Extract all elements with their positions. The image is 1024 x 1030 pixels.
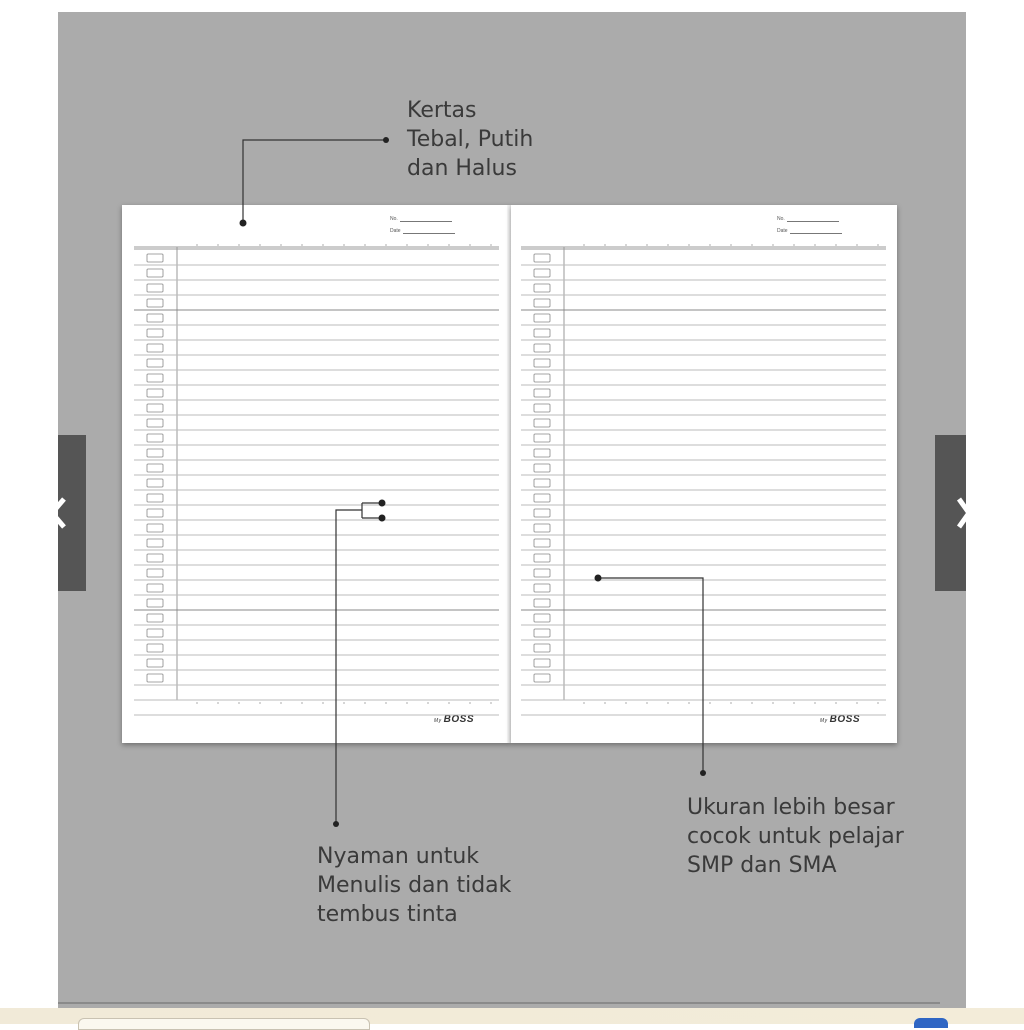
no-field: No. bbox=[777, 216, 839, 222]
bottom-badge-button[interactable] bbox=[914, 1018, 948, 1028]
callout-dot bbox=[379, 500, 386, 507]
divider bbox=[58, 1002, 940, 1004]
bottom-tab[interactable] bbox=[78, 1018, 370, 1030]
brand-logo: My BOSS bbox=[820, 714, 861, 725]
callout-dot bbox=[240, 220, 247, 227]
callout-dot bbox=[379, 515, 386, 522]
callout-line-top bbox=[243, 140, 386, 223]
callout-line-right bbox=[598, 578, 703, 773]
callout-dot bbox=[595, 575, 602, 582]
chevron-left-icon bbox=[58, 495, 86, 531]
brand-logo: My BOSS bbox=[434, 714, 475, 725]
no-field: No. bbox=[390, 216, 452, 222]
annotation-paper-quality: Kertas Tebal, Putih dan Halus bbox=[407, 98, 534, 181]
carousel-prev-button[interactable] bbox=[58, 435, 86, 591]
callout-dot bbox=[383, 137, 389, 143]
carousel-next-button[interactable] bbox=[935, 435, 966, 591]
annotation-size: Ukuran lebih besar cocok untuk pelajar SMP dan SMA bbox=[687, 795, 904, 878]
chevron-right-icon bbox=[935, 495, 966, 531]
callout-dot bbox=[333, 821, 339, 827]
date-field: Date bbox=[390, 228, 455, 234]
callout-dot bbox=[700, 770, 706, 776]
date-field: Date bbox=[777, 228, 842, 234]
callout-line-left bbox=[336, 510, 362, 824]
annotation-writing-comfort: Nyaman untuk Menulis dan tidak tembus tinta bbox=[317, 844, 512, 927]
